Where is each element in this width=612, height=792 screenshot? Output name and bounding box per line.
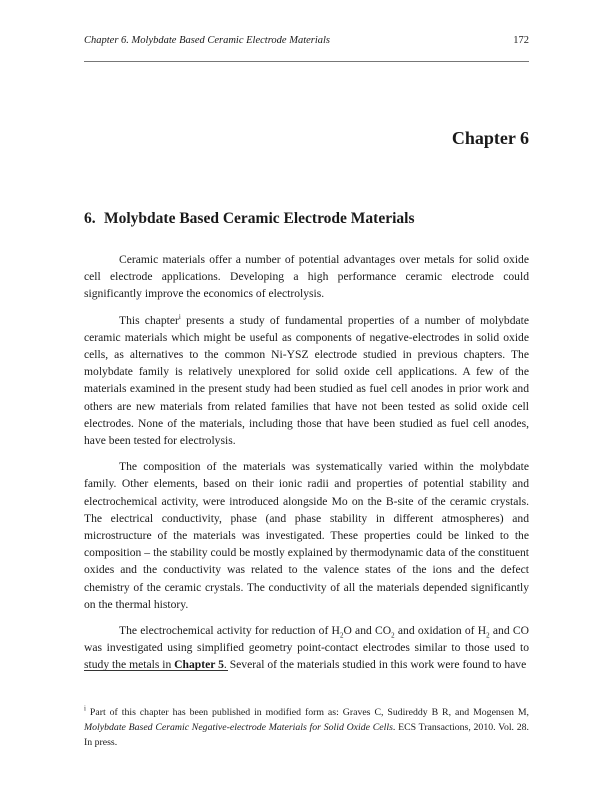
footnote-marker[interactable]: i	[178, 312, 181, 321]
paragraph-2	[84, 312, 529, 450]
subscript: 2	[339, 631, 344, 640]
body-text	[84, 251, 529, 683]
paragraph-2-rest: presents a study of fundamental properties of a number of molybdate ceramic materials which might be useful as components of negative-electrodes in solid oxide cells, as alternatives to the common Ni-YSZ electrode studied in previous chapters. The molybdate family is relatively unexplored for solid oxide cell applications. A few of the materials examined in the present study had been studied as fuel cell anodes in prior work and others are new materials from related families that have not been tested as solid oxide cell electrodes. None of the materials, including those that have been studied as fuel cell anodes, have been tested for electrolysis.	[84, 313, 530, 448]
footnote-text-a: Part of this chapter has been published in modified form as: Graves C, Sudireddy B R, and Mogensen M,	[85, 707, 529, 718]
paragraph-3	[84, 458, 529, 613]
paragraph-4	[84, 622, 529, 674]
paragraph-1	[84, 251, 529, 303]
paragraph-1-text: Ceramic materials offer a number of potential advantages over metals for solid oxide cell electrode applications. Developing a high performance ceramic electrode could significantly improve the economics of electrolysis.	[84, 253, 529, 301]
footnote	[84, 705, 529, 750]
footnote-divider	[84, 670, 228, 671]
footnote-text-b: . ECS Transactions, 2010. Vol. 28. In press.	[84, 722, 529, 748]
paragraph-4-d: and CO was investigated using simplified geometry point-contact electrodes similar to those used to study the metals in	[84, 624, 529, 672]
paragraph-4-b: O and CO	[343, 624, 392, 638]
section-number: 6.	[84, 210, 96, 227]
section-title: Molybdate Based Ceramic Electrode Materials	[104, 210, 415, 227]
section-heading	[84, 210, 415, 228]
footnote-publication-title: Molybdate Based Ceramic Negative-electrode Materials for Solid Oxide Cells	[84, 722, 393, 733]
paragraph-2-start: This chapter	[119, 313, 179, 327]
paragraph-3-text: The composition of the materials was systematically varied within the molybdate family. Other elements, based on their ionic radii and properties of potential stability and electrochemical activity, were introduced alongside Mo on the B-site of the ceramic crystals. The electrical conductivity, phase (and phase stability in different atmospheres) and microstructure of the materials was investigated. These properties could be linked to the composition – the stability could be mostly explained by thermodynamic data of the constituent oxides and the conductivity was related to the valence states of the ions and the defect chemistry of the ceramic crystals. The conductivity of all the materials depended significantly on the thermal history.	[84, 460, 529, 611]
paragraph-4-c: and oxidation of H	[394, 624, 487, 638]
running-header-title: Chapter 6. Molybdate Based Ceramic Electrode Materials	[84, 35, 331, 46]
chapter-reference: Chapter 5	[174, 658, 224, 672]
page-number: 172	[513, 35, 529, 46]
subscript: 2	[391, 631, 395, 640]
chapter-label: Chapter 6	[451, 128, 529, 148]
footnote-mark: i	[84, 704, 86, 713]
paragraph-4-e: . Several of the materials studied in this work were found to have	[223, 658, 527, 672]
subscript: 2	[486, 631, 490, 640]
header-divider	[84, 61, 529, 62]
paragraph-4-a: The electrochemical activity for reduction of H	[119, 624, 340, 638]
